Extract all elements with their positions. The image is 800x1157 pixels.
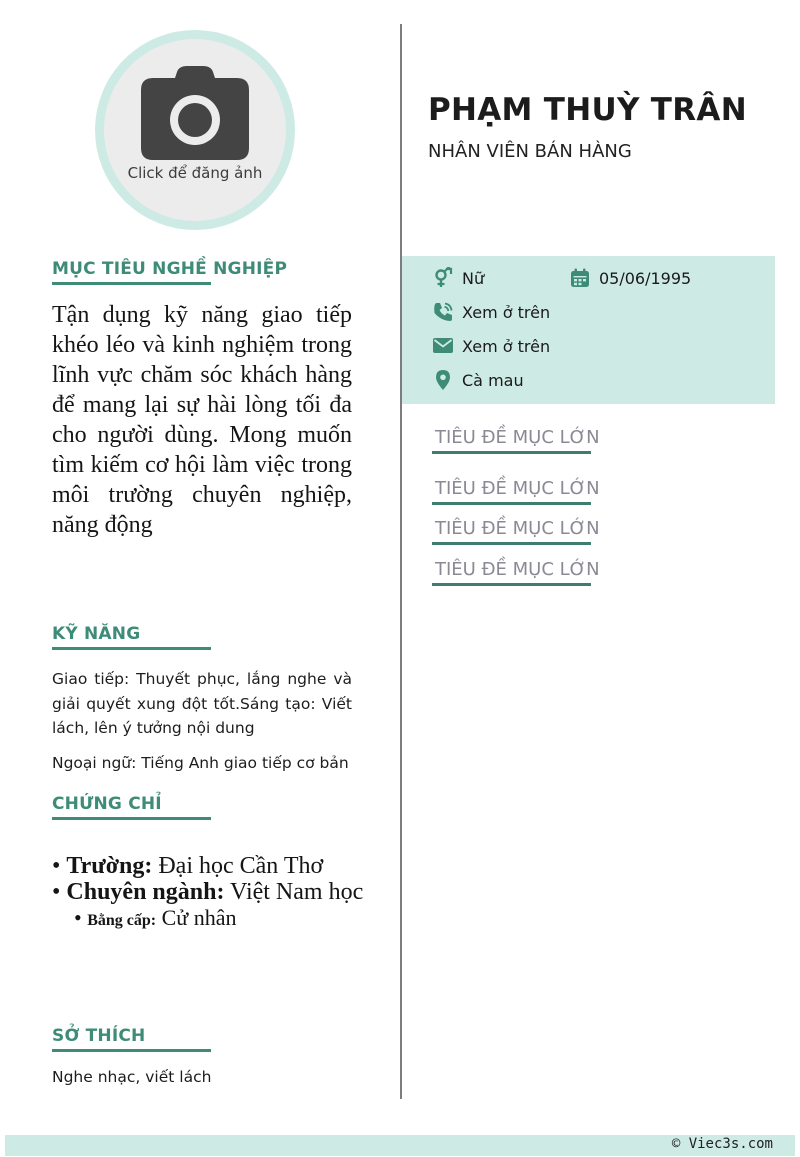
phone-item (432, 300, 550, 324)
skills-paragraph-1: Giao tiếp: Thuyết phục, lắng nghe và giải quyết xung đột tốt.Sáng tạo: Viết lách, lên ý tưởng nội dung (52, 670, 352, 737)
email-item (432, 334, 550, 358)
certificate-value: Đại học Cần Thơ (158, 853, 324, 879)
camera-icon (141, 66, 249, 160)
certificate-item: • Trường: Đại học Cần Thơ (52, 853, 324, 879)
email-icon (432, 335, 454, 357)
gender-value: Nữ (462, 268, 485, 288)
objective-text: Tận dụng kỹ năng giao tiếp khéo léo và kinh nghiệm trong lĩnh vực chăm sóc khách hàng để mang lại sự hài lòng tối đa cho người dùng. Mong muốn tìm kiếm cơ hội làm việc trong môi trường chuyên nghiệp, năng động (52, 302, 352, 538)
certificate-item: • Chuyên ngành: Việt Nam học (52, 879, 364, 905)
location-pin-icon (432, 369, 454, 391)
section-heading-3[interactable]: TIÊU ĐỀ MỤC LỚN (432, 518, 591, 545)
section-heading-2[interactable]: TIÊU ĐỀ MỤC LỚN (432, 478, 591, 505)
full-name: PHẠM THUỲ TRÂN (428, 92, 747, 128)
footer-copyright: © Viec3s.com (671, 1136, 773, 1152)
hobbies-title: SỞ THÍCH (52, 1026, 211, 1052)
section-heading-4[interactable]: TIÊU ĐỀ MỤC LỚN (432, 559, 591, 586)
calendar-icon (569, 267, 591, 289)
phone-icon (432, 301, 454, 323)
objective-title: MỤC TIÊU NGHỀ NGHIỆP (52, 259, 211, 285)
photo-caption: Click để đăng ảnh (127, 164, 263, 182)
certificate-value: Việt Nam học (230, 879, 364, 905)
birthday-value: 05/06/1995 (599, 268, 692, 288)
job-title: NHÂN VIÊN BÁN HÀNG (428, 141, 632, 162)
hobbies-text: Nghe nhạc, viết lách (52, 1068, 212, 1086)
certificate-sub-label: Bằng cấp: (87, 912, 157, 929)
email-value: Xem ở trên (462, 336, 551, 356)
birthday-item (569, 266, 691, 290)
certificates-title: CHỨNG CHỈ (52, 794, 211, 820)
certificate-subitem: • Bằng cấp: Cử nhân (74, 905, 237, 930)
certificate-label: Chuyên ngành: (66, 879, 225, 905)
certificate-label: Trường: (66, 853, 153, 879)
avatar-upload[interactable] (95, 30, 295, 230)
gender-item (432, 266, 484, 290)
column-divider (400, 24, 402, 1099)
phone-value: Xem ở trên (462, 302, 551, 322)
skills-title: KỸ NĂNG (52, 624, 211, 650)
contact-info-panel (402, 256, 775, 404)
gender-icon (432, 267, 454, 289)
certificate-sub-value: Cử nhân (161, 905, 237, 930)
address-value: Cà mau (462, 370, 524, 390)
address-item (432, 368, 524, 392)
section-heading-1[interactable]: TIÊU ĐỀ MỤC LỚN (432, 427, 591, 454)
footer-bar (5, 1135, 795, 1156)
certificates-list (52, 853, 372, 934)
skills-paragraph-2: Ngoại ngữ: Tiếng Anh giao tiếp cơ bản (52, 754, 349, 772)
